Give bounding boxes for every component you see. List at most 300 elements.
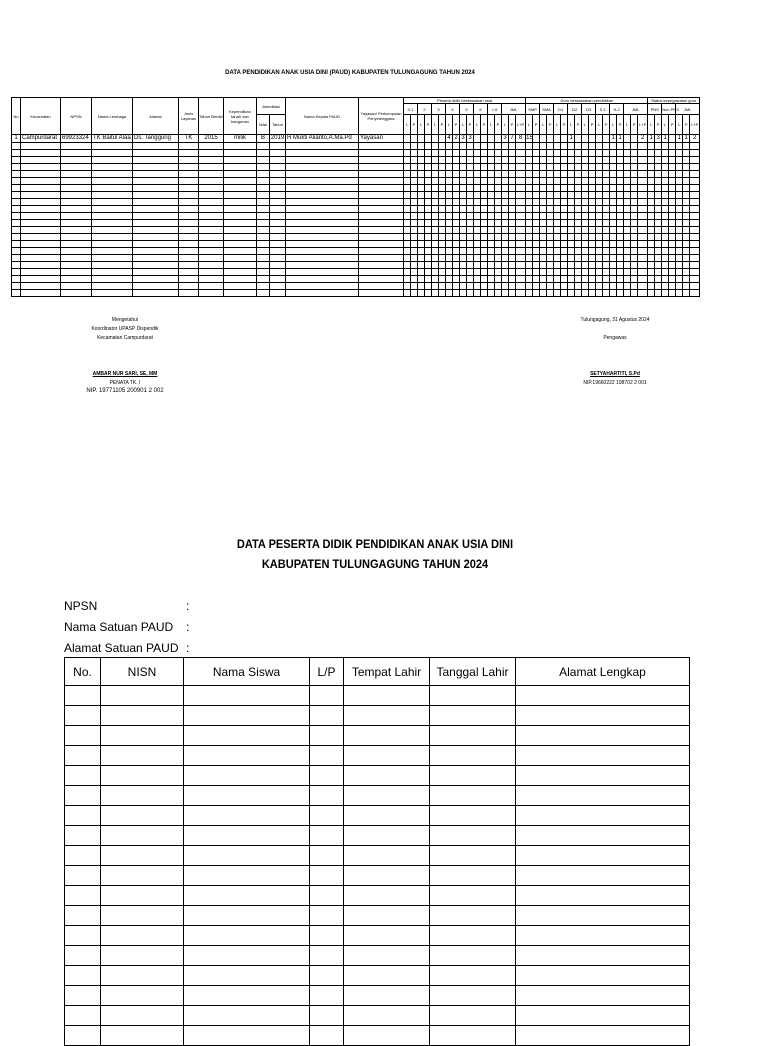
header-lp-total: L+P <box>690 115 700 135</box>
empty-cell <box>582 178 589 185</box>
student-cell[interactable] <box>430 806 516 826</box>
student-cell[interactable] <box>65 766 101 786</box>
student-cell[interactable] <box>516 966 690 986</box>
student-cell[interactable] <box>516 866 690 886</box>
student-cell[interactable] <box>184 726 310 746</box>
empty-cell <box>690 290 700 297</box>
student-cell[interactable] <box>310 766 344 786</box>
empty-cell <box>467 150 474 157</box>
student-cell[interactable] <box>344 846 430 866</box>
empty-cell <box>453 227 460 234</box>
empty-cell <box>257 269 270 276</box>
empty-cell <box>432 290 439 297</box>
student-cell[interactable] <box>430 926 516 946</box>
empty-cell <box>638 269 648 276</box>
student-cell[interactable] <box>65 906 101 926</box>
empty-cell <box>655 213 662 220</box>
empty-cell <box>662 241 669 248</box>
student-cell[interactable] <box>101 906 184 926</box>
empty-cell <box>575 269 582 276</box>
empty-cell <box>575 178 582 185</box>
empty-cell <box>516 290 526 297</box>
student-cell[interactable] <box>310 926 344 946</box>
student-cell[interactable] <box>101 726 184 746</box>
student-cell[interactable] <box>430 766 516 786</box>
empty-cell <box>179 234 199 241</box>
empty-cell <box>432 283 439 290</box>
empty-cell <box>481 185 488 192</box>
empty-cell <box>425 290 432 297</box>
student-cell[interactable] <box>516 826 690 846</box>
student-cell[interactable] <box>310 946 344 966</box>
student-cell[interactable] <box>310 1026 344 1046</box>
empty-cell <box>669 283 676 290</box>
student-cell[interactable] <box>310 786 344 806</box>
student-cell[interactable] <box>516 986 690 1006</box>
student-cell[interactable] <box>430 986 516 1006</box>
student-cell[interactable] <box>184 866 310 886</box>
header-peserta-usia: Peserta didik berdasarkan usia <box>404 98 526 104</box>
empty-cell <box>446 178 453 185</box>
student-cell[interactable] <box>430 886 516 906</box>
student-cell[interactable] <box>430 1026 516 1046</box>
empty-cell <box>568 262 575 269</box>
empty-cell <box>509 220 516 227</box>
student-cell[interactable] <box>184 786 310 806</box>
student-cell[interactable] <box>516 1006 690 1026</box>
student-cell[interactable] <box>344 786 430 806</box>
empty-cell <box>21 171 61 178</box>
empty-cell <box>179 241 199 248</box>
empty-cell <box>481 234 488 241</box>
empty-cell <box>481 206 488 213</box>
empty-cell <box>404 269 411 276</box>
empty-cell <box>411 192 418 199</box>
student-cell[interactable] <box>430 846 516 866</box>
student-cell[interactable] <box>516 946 690 966</box>
student-cell[interactable] <box>310 746 344 766</box>
empty-cell <box>495 199 502 206</box>
student-cell[interactable] <box>310 846 344 866</box>
student-cell[interactable] <box>310 706 344 726</box>
empty-cell <box>533 213 540 220</box>
empty-cell <box>610 199 617 206</box>
empty-cell <box>439 248 446 255</box>
empty-cell <box>12 269 21 276</box>
header-npsn: NPSN <box>61 98 92 135</box>
student-cell[interactable] <box>101 746 184 766</box>
student-cell[interactable] <box>516 746 690 766</box>
student-cell[interactable] <box>430 706 516 726</box>
empty-cell <box>453 143 460 150</box>
empty-cell <box>224 171 257 178</box>
cell-guru-count <box>589 135 596 143</box>
empty-cell <box>21 143 61 150</box>
student-cell[interactable] <box>310 826 344 846</box>
student-cell[interactable] <box>65 926 101 946</box>
empty-cell <box>676 164 683 171</box>
empty-cell <box>638 213 648 220</box>
empty-cell <box>669 276 676 283</box>
sign-left-nip: NIP. 19771105 200901 2 002 <box>86 388 164 394</box>
empty-cell <box>224 220 257 227</box>
student-cell[interactable] <box>344 746 430 766</box>
student-cell[interactable] <box>184 886 310 906</box>
empty-cell <box>460 171 467 178</box>
student-cell[interactable] <box>184 966 310 986</box>
header-guru-pendidikan: Guru berdasarkan pendidikan <box>526 98 648 104</box>
student-cell[interactable] <box>65 966 101 986</box>
empty-cell <box>359 220 404 227</box>
student-cell[interactable] <box>344 726 430 746</box>
empty-cell <box>655 269 662 276</box>
sign-left-rank: PENATA TK. I <box>109 380 141 386</box>
student-cell[interactable] <box>430 906 516 926</box>
student-cell[interactable] <box>184 1026 310 1046</box>
empty-cell <box>467 262 474 269</box>
empty-cell <box>495 255 502 262</box>
empty-cell <box>179 248 199 255</box>
empty-cell <box>199 213 224 220</box>
student-cell[interactable] <box>344 826 430 846</box>
student-cell[interactable] <box>516 726 690 746</box>
student-cell[interactable] <box>430 786 516 806</box>
student-cell[interactable] <box>516 706 690 726</box>
student-cell[interactable] <box>344 906 430 926</box>
student-cell[interactable] <box>184 986 310 1006</box>
empty-cell <box>446 276 453 283</box>
empty-cell <box>589 150 596 157</box>
empty-cell <box>509 262 516 269</box>
empty-cell <box>199 206 224 213</box>
empty-cell <box>568 290 575 297</box>
empty-cell <box>411 213 418 220</box>
student-cell[interactable] <box>516 906 690 926</box>
empty-cell <box>286 150 359 157</box>
student-cell[interactable] <box>101 886 184 906</box>
empty-cell <box>488 164 495 171</box>
empty-cell <box>12 234 21 241</box>
student-cell[interactable] <box>184 746 310 766</box>
empty-cell <box>286 255 359 262</box>
student-cell[interactable] <box>184 806 310 826</box>
student-cell[interactable] <box>184 1006 310 1026</box>
empty-cell <box>411 150 418 157</box>
empty-cell <box>554 220 561 227</box>
student-cell[interactable] <box>516 686 690 706</box>
student-cell[interactable] <box>101 806 184 826</box>
empty-cell <box>286 276 359 283</box>
empty-cell <box>669 178 676 185</box>
empty-cell <box>533 150 540 157</box>
student-cell[interactable] <box>65 726 101 746</box>
empty-cell <box>610 290 617 297</box>
student-cell[interactable] <box>516 846 690 866</box>
empty-cell <box>669 262 676 269</box>
empty-cell <box>92 262 133 269</box>
empty-cell <box>582 234 589 241</box>
student-cell[interactable] <box>310 966 344 986</box>
student-cell[interactable] <box>101 706 184 726</box>
student-cell[interactable] <box>430 686 516 706</box>
student-cell[interactable] <box>184 846 310 866</box>
empty-cell <box>526 276 533 283</box>
empty-cell <box>617 199 624 206</box>
student-cell[interactable] <box>516 1026 690 1046</box>
empty-cell <box>359 171 404 178</box>
empty-cell <box>683 276 690 283</box>
empty-cell <box>638 164 648 171</box>
empty-cell <box>533 220 540 227</box>
empty-cell <box>411 290 418 297</box>
empty-cell <box>589 255 596 262</box>
student-cell[interactable] <box>344 966 430 986</box>
student-cell[interactable] <box>101 686 184 706</box>
empty-cell <box>547 171 554 178</box>
empty-cell <box>359 213 404 220</box>
student-cell[interactable] <box>65 986 101 1006</box>
empty-cell <box>418 227 425 234</box>
student-cell[interactable] <box>65 826 101 846</box>
empty-cell <box>495 220 502 227</box>
student-cell[interactable] <box>101 846 184 866</box>
empty-cell <box>547 157 554 164</box>
empty-cell <box>624 164 631 171</box>
empty-cell <box>690 283 700 290</box>
empty-cell <box>439 234 446 241</box>
empty-cell <box>690 178 700 185</box>
student-cell[interactable] <box>344 886 430 906</box>
empty-cell <box>582 206 589 213</box>
empty-cell <box>404 150 411 157</box>
empty-cell <box>638 234 648 241</box>
student-cell[interactable] <box>430 866 516 886</box>
empty-cell <box>690 157 700 164</box>
student-cell[interactable] <box>344 706 430 726</box>
empty-cell <box>460 227 467 234</box>
cell-tahun: 2019 <box>270 135 285 141</box>
empty-cell <box>432 150 439 157</box>
student-cell[interactable] <box>184 766 310 786</box>
empty-cell <box>199 143 224 150</box>
cell-status-count: 1 <box>684 135 688 141</box>
empty-cell <box>554 276 561 283</box>
empty-cell <box>655 220 662 227</box>
student-cell[interactable] <box>65 746 101 766</box>
student-cell[interactable] <box>344 686 430 706</box>
student-cell[interactable] <box>344 866 430 886</box>
empty-cell <box>439 192 446 199</box>
student-cell[interactable] <box>430 1006 516 1026</box>
empty-cell <box>199 178 224 185</box>
empty-cell <box>92 185 133 192</box>
empty-cell <box>533 283 540 290</box>
student-cell[interactable] <box>101 966 184 986</box>
student-cell[interactable] <box>516 886 690 906</box>
student-cell[interactable] <box>516 806 690 826</box>
empty-cell <box>460 255 467 262</box>
student-cell[interactable] <box>101 786 184 806</box>
student-cell[interactable] <box>65 706 101 726</box>
student-cell[interactable] <box>310 986 344 1006</box>
empty-cell <box>439 185 446 192</box>
empty-cell <box>425 269 432 276</box>
student-cell[interactable] <box>184 926 310 946</box>
header-l: L <box>446 115 453 135</box>
empty-cell <box>286 213 359 220</box>
header-kecamatan: Kecamatan <box>21 98 61 135</box>
empty-cell <box>199 290 224 297</box>
student-cell[interactable] <box>101 866 184 886</box>
student-cell[interactable] <box>344 986 430 1006</box>
student-cell[interactable] <box>65 1006 101 1026</box>
student-cell[interactable] <box>430 726 516 746</box>
empty-cell <box>631 234 638 241</box>
empty-cell <box>286 164 359 171</box>
empty-cell <box>460 276 467 283</box>
empty-cell <box>404 283 411 290</box>
empty-cell <box>596 199 603 206</box>
student-cell[interactable] <box>310 906 344 926</box>
student-cell[interactable] <box>184 826 310 846</box>
empty-cell <box>624 157 631 164</box>
empty-cell <box>404 241 411 248</box>
header-kepemilikan: Kepemilikan tanah dan bangunan <box>224 98 257 135</box>
empty-cell <box>446 192 453 199</box>
student-cell[interactable] <box>65 1026 101 1046</box>
empty-cell <box>453 199 460 206</box>
empty-cell <box>404 192 411 199</box>
cell-guru-count <box>561 135 568 143</box>
empty-cell <box>655 178 662 185</box>
empty-cell <box>488 220 495 227</box>
student-cell[interactable] <box>310 686 344 706</box>
empty-cell <box>624 143 631 150</box>
student-cell[interactable] <box>184 706 310 726</box>
student-cell[interactable] <box>344 946 430 966</box>
student-cell[interactable] <box>344 1026 430 1046</box>
student-cell[interactable] <box>430 946 516 966</box>
empty-cell <box>582 283 589 290</box>
student-cell[interactable] <box>65 806 101 826</box>
student-cell[interactable] <box>65 846 101 866</box>
student-cell[interactable] <box>344 766 430 786</box>
empty-cell <box>418 164 425 171</box>
empty-cell <box>526 185 533 192</box>
empty-cell <box>624 234 631 241</box>
student-cell[interactable] <box>344 1006 430 1026</box>
empty-cell <box>453 248 460 255</box>
empty-cell <box>575 192 582 199</box>
field-npsn-colon: : <box>186 599 190 613</box>
student-title-line2: KABUPATEN TULUNGAGUNG TAHUN 2024 <box>261 557 489 571</box>
student-cell[interactable] <box>65 946 101 966</box>
empty-cell <box>481 178 488 185</box>
empty-cell <box>270 150 286 157</box>
empty-cell <box>575 276 582 283</box>
student-cell[interactable] <box>310 866 344 886</box>
student-cell[interactable] <box>65 786 101 806</box>
empty-cell <box>561 192 568 199</box>
empty-cell <box>589 171 596 178</box>
empty-cell <box>286 290 359 297</box>
empty-cell <box>624 199 631 206</box>
empty-cell <box>495 248 502 255</box>
empty-cell <box>509 276 516 283</box>
student-cell[interactable] <box>65 866 101 886</box>
student-cell[interactable] <box>101 1026 184 1046</box>
empty-cell <box>270 164 286 171</box>
empty-cell <box>596 213 603 220</box>
empty-cell <box>596 234 603 241</box>
empty-cell <box>610 192 617 199</box>
empty-cell <box>411 255 418 262</box>
empty-cell <box>432 178 439 185</box>
cell-guru-count: 1 <box>569 135 573 141</box>
student-cell[interactable] <box>101 766 184 786</box>
empty-cell <box>270 276 286 283</box>
empty-cell <box>446 220 453 227</box>
student-cell[interactable] <box>516 786 690 806</box>
empty-cell <box>617 192 624 199</box>
student-cell[interactable] <box>184 686 310 706</box>
empty-cell <box>610 227 617 234</box>
header-tahun: Tahun <box>270 115 286 135</box>
empty-cell <box>516 178 526 185</box>
student-cell[interactable] <box>101 986 184 1006</box>
student-cell[interactable] <box>65 686 101 706</box>
empty-cell <box>404 290 411 297</box>
student-row <box>65 926 690 946</box>
student-cell[interactable] <box>310 1006 344 1026</box>
table-row <box>12 255 700 262</box>
student-cell[interactable] <box>516 766 690 786</box>
student-cell[interactable] <box>344 806 430 826</box>
empty-cell <box>554 192 561 199</box>
field-alamat-satuan-label: Alamat Satuan PAUD <box>64 641 179 655</box>
student-cell[interactable] <box>430 746 516 766</box>
table-row <box>12 213 700 220</box>
cell-status-count: 1 <box>663 135 667 141</box>
student-cell[interactable] <box>184 946 310 966</box>
student-cell[interactable] <box>184 906 310 926</box>
student-cell[interactable] <box>310 886 344 906</box>
empty-cell <box>526 269 533 276</box>
empty-cell <box>481 248 488 255</box>
header-usia-col: 6 <box>474 104 488 115</box>
col-header-nama-siswa: Nama Siswa <box>184 658 310 686</box>
empty-cell <box>21 234 61 241</box>
empty-cell <box>495 185 502 192</box>
empty-cell <box>224 157 257 164</box>
empty-cell <box>561 185 568 192</box>
student-cell[interactable] <box>344 926 430 946</box>
student-cell[interactable] <box>65 886 101 906</box>
student-cell[interactable] <box>101 1006 184 1026</box>
student-cell[interactable] <box>516 926 690 946</box>
student-cell[interactable] <box>430 826 516 846</box>
empty-cell <box>568 185 575 192</box>
student-cell[interactable] <box>101 826 184 846</box>
empty-cell <box>425 255 432 262</box>
student-cell[interactable] <box>101 946 184 966</box>
student-cell[interactable] <box>310 806 344 826</box>
student-cell[interactable] <box>430 966 516 986</box>
student-cell[interactable] <box>310 726 344 746</box>
empty-cell <box>481 269 488 276</box>
student-cell[interactable] <box>101 926 184 946</box>
table-row <box>12 276 700 283</box>
